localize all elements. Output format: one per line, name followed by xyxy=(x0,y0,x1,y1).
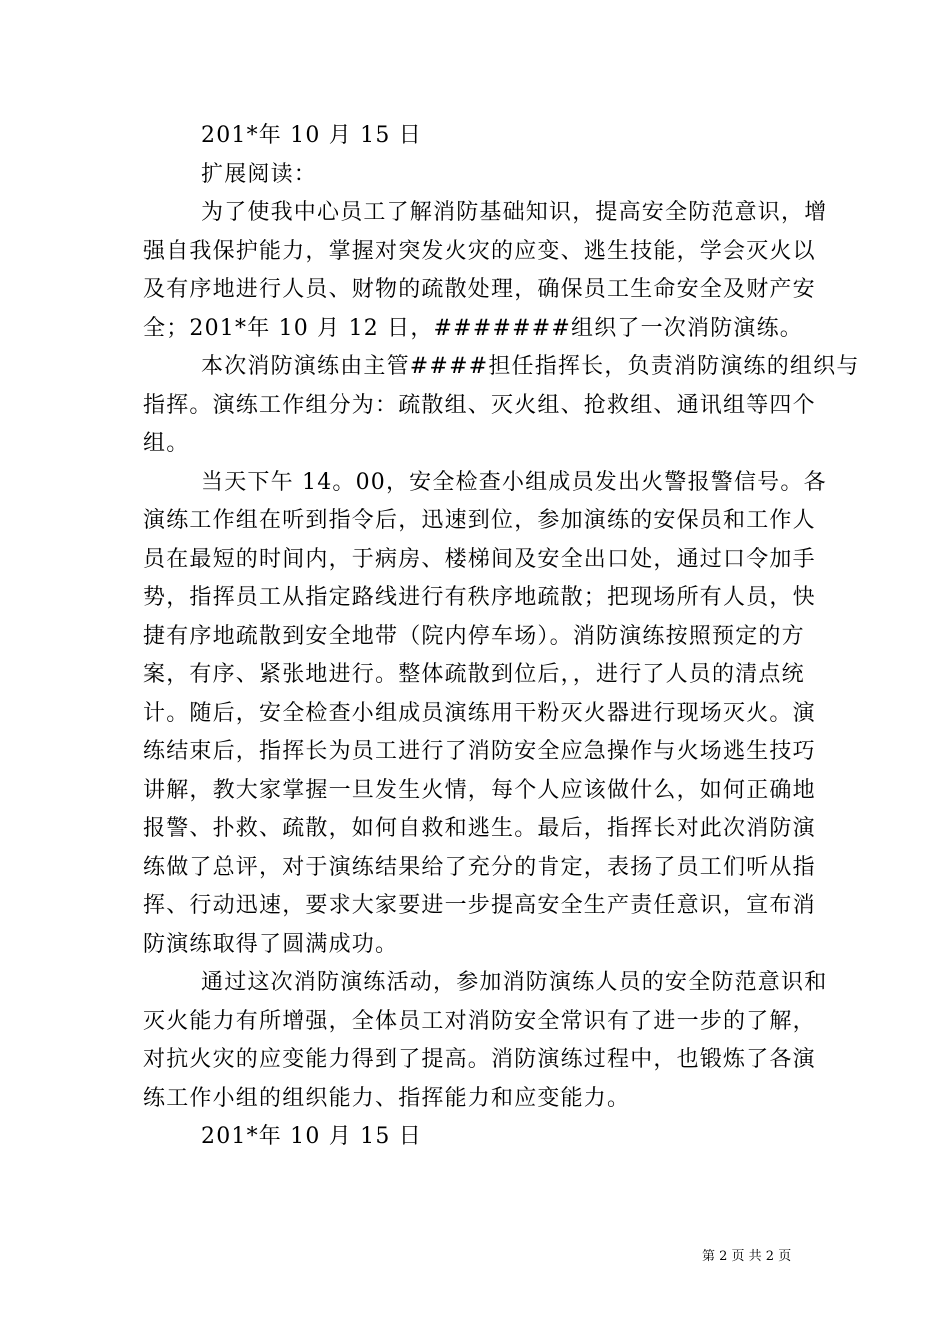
text-line: 及有序地进行人员、财物的疏散处理，确保员工生命安全及财产安 xyxy=(143,277,816,302)
paragraph-1 xyxy=(143,194,828,348)
text-line: 本次消防演练由主管####担任指挥长，负责消防演练的组织与 xyxy=(201,354,860,379)
paragraph-2 xyxy=(143,348,860,464)
text-line: 通过这次消防演练活动，参加消防演练人员的安全防范意识和 xyxy=(201,970,828,995)
date-bottom: 201*年 10 月 15 日 xyxy=(201,1124,422,1149)
text-line: 势，指挥员工从指定路线进行有秩序地疏散；把现场所有人员，快 xyxy=(143,585,816,610)
text-line: 练工作小组的组织能力、指挥能力和应变能力。 xyxy=(143,1085,631,1111)
text-line: 员在最短的时间内，于病房、楼梯间及安全出口处，通过口令加手 xyxy=(143,546,816,572)
text-line: 强自我保护能力，掌握对突发火灾的应变、逃生技能，学会灭火以 xyxy=(143,238,816,264)
text-line: 防演练取得了圆满成功。 xyxy=(143,931,399,957)
text-line: 讲解，教大家掌握一旦发生火情，每个人应该做什么，如何正确地 xyxy=(143,777,816,803)
date-top: 201*年 10 月 15 日 xyxy=(201,123,422,148)
text-line: 灭火能力有所增强，全体员工对消防安全常识有了进一步的了解， xyxy=(143,1008,816,1034)
text-line: 练做了总评，对于演练结果给了充分的肯定，表扬了员工们听从指 xyxy=(143,854,816,880)
text-line: 捷有序地疏散到安全地带（院内停车场）。消防演练按照预定的方 xyxy=(143,623,805,649)
text-line: 当天下午 14。00，安全检查小组成员发出火警报警信号。各 xyxy=(201,469,827,495)
extended-reading-heading: 扩展阅读： xyxy=(201,161,318,187)
text-line: 对抗火灾的应变能力得到了提高。消防演练过程中，也锻炼了各演 xyxy=(143,1047,816,1072)
text-line: 报警、扑救、疏散，如何自救和逃生。最后，指挥长对此次消防演 xyxy=(143,816,816,841)
text-line: 组。 xyxy=(143,431,190,456)
text-line: 练结束后，指挥长为员工进行了消防安全应急操作与火场逃生技巧 xyxy=(143,739,816,764)
text-line: 案，有序、紧张地进行。整体疏散到位后，，进行了人员的清点统 xyxy=(143,662,805,687)
text-line: 全；201*年 10 月 12 日，#######组织了一次消防演练。 xyxy=(143,315,803,341)
text-line: 指挥。演练工作组分为：疏散组、灭火组、抢救组、通讯组等四个 xyxy=(143,392,816,418)
text-line: 演练工作组在听到指令后，迅速到位，参加演练的安保员和工作人 xyxy=(143,508,816,533)
text-line: 计。随后，安全检查小组成员演练用干粉灭火器进行现场灭火。演 xyxy=(143,700,816,726)
text-line: 挥、行动迅速，要求大家要进一步提高安全生产责任意识，宣布消 xyxy=(143,893,816,918)
document-body xyxy=(143,117,860,1157)
text-line: 为了使我中心员工了解消防基础知识，提高安全防范意识，增 xyxy=(201,200,828,225)
paragraph-4 xyxy=(143,964,828,1118)
paragraph-3 xyxy=(143,464,827,965)
page-number: 第 2 页 共 2 页 xyxy=(702,1249,792,1264)
